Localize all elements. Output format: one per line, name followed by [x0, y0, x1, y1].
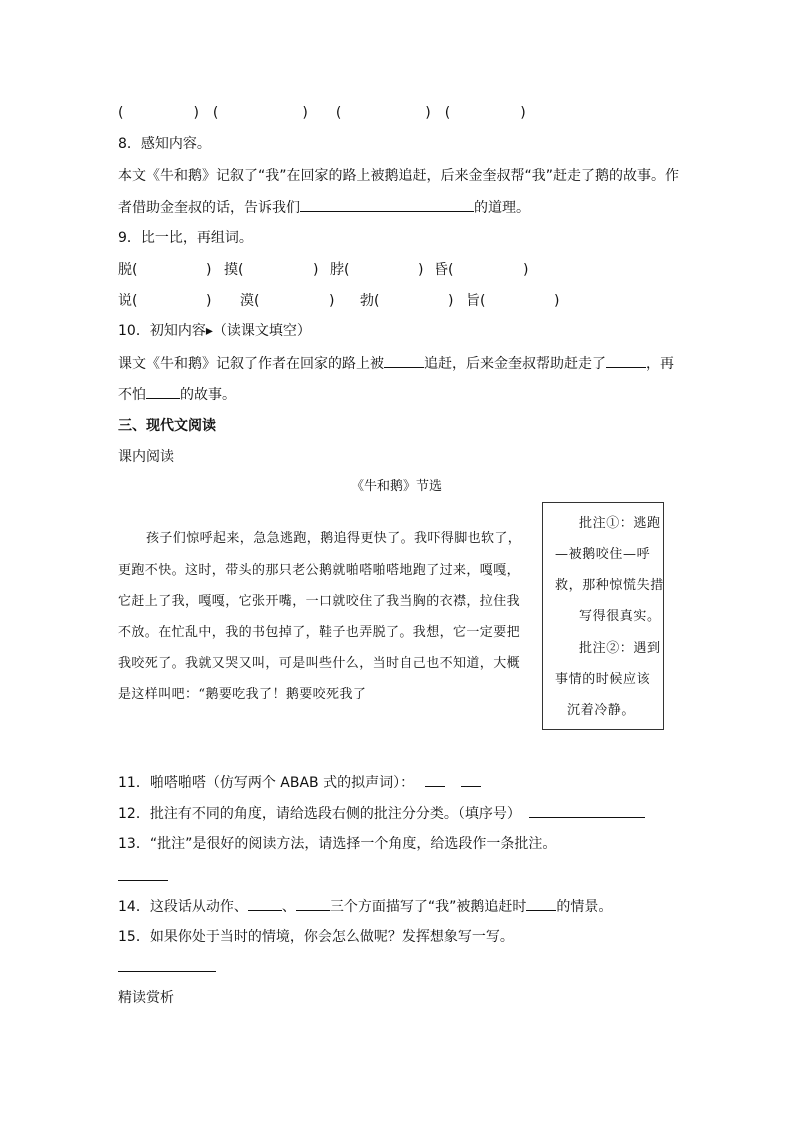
q8-title: 8．感知内容。 — [118, 136, 211, 152]
q9-r2-c1-close: ) — [206, 293, 212, 309]
section-heading: 三、现代文阅读 — [118, 418, 216, 434]
q8-line1: 本文《牛和鹅》记叙了“我”在回家的路上被鹅追赶，后来金奎叔帮“我”赶走了鹅的故事。作 — [118, 168, 680, 184]
annotation-line: 写得很真实。 — [579, 609, 661, 624]
q10-blank-2[interactable] — [606, 353, 646, 368]
q14-part-a: 14．这段话从动作、 — [118, 899, 248, 915]
q14-blank-2[interactable] — [296, 896, 330, 911]
q9-r2-c1-open: 说( — [118, 293, 138, 309]
passage-line: 孩子们惊呼起来，急急逃跑，鹅追得更快了。我吓得脚也软了， — [146, 531, 522, 546]
annotation-box — [542, 502, 664, 730]
q9-r1-c1-close: ) — [206, 262, 212, 278]
q10-title: 10．初知内容▸（读课文填空） — [118, 323, 311, 339]
q9-r1-c4-close: ) — [523, 262, 529, 278]
q11-blank-1[interactable] — [425, 772, 445, 787]
q9-r1-c2-close: ) — [313, 262, 319, 278]
q12-blank[interactable] — [529, 803, 645, 818]
q12-text: 12．批注有不同的角度，请给选段右侧的批注分分类。（填序号） — [118, 806, 521, 822]
q14-part-d: 的情景。 — [556, 899, 613, 915]
passage-line: 是这样叫吧：“鹅要吃我了！鹅要咬死我了 — [118, 687, 367, 702]
q10-blank-3[interactable] — [146, 384, 180, 399]
annotation-line: 事情的时候应该 — [555, 672, 651, 687]
q9-r1-c3-open: 脖( — [330, 262, 350, 278]
q14-blank-3[interactable] — [526, 896, 556, 911]
q9-r1-c2-open: 摸( — [224, 262, 244, 278]
section-subheading: 课内阅读 — [118, 449, 174, 465]
q9-title: 9．比一比，再组词。 — [118, 230, 253, 246]
annotation-line: 批注②：遇到 — [579, 641, 661, 656]
answer-paren-row: ( ) ( ) ( ) ( ) — [118, 105, 526, 121]
q14-part-b: 、 — [281, 899, 296, 915]
q10-line1-b: 追赶，后来金奎叔帮助赶走了 — [424, 356, 606, 372]
q10-line2-b: 的故事。 — [180, 387, 236, 403]
q10-line2 — [118, 384, 236, 405]
q8-blank[interactable] — [300, 197, 474, 212]
q8-line2 — [118, 197, 530, 218]
q9-r2-c3-close: ) — [448, 293, 454, 309]
annotation-line: —被鹅咬住—呼 — [555, 547, 651, 562]
q9-r1-c3-close: ) — [418, 262, 424, 278]
q11-blank-2[interactable] — [461, 772, 481, 787]
q10-line2-a: 不怕 — [118, 387, 146, 403]
q15-text: 15．如果你处于当时的情境，你会怎么做呢？发挥想象写一写。 — [118, 929, 514, 945]
q9-r2-c2-open: 漠( — [240, 293, 260, 309]
q10-line1-a: 课文《牛和鹅》记叙了作者在回家的路上被 — [118, 356, 384, 372]
q9-r1-c1-open: 脱( — [118, 262, 138, 278]
q9-r2-c4-close: ) — [554, 293, 560, 309]
q8-line2-after: 的道理。 — [474, 200, 530, 216]
passage-line: 它赶上了我，嘎嘎，它张开嘴，一口就咬住了我当胸的衣襟，拉住我 — [118, 594, 521, 609]
q14-part-c: 三个方面描写了“我”被鹅追赶时 — [329, 899, 527, 915]
q10-line1-c: ，再 — [646, 356, 674, 372]
q9-r2-c3-open: 勃( — [360, 293, 380, 309]
q11-line — [118, 772, 481, 793]
q12-line — [118, 803, 645, 824]
section-label-close-reading: 精读赏析 — [118, 990, 174, 1006]
q8-line2-before: 者借助金奎叔的话，告诉我们 — [118, 200, 300, 216]
q14-blank-1[interactable] — [248, 896, 282, 911]
q9-r2-c4-open: 旨( — [466, 293, 486, 309]
q14-line — [118, 896, 612, 917]
passage-line: 不放。在忙乱中，我的书包掉了，鞋子也弄脱了。我想，它一定要把 — [118, 625, 521, 640]
q10-blank-1[interactable] — [384, 353, 424, 368]
annotation-line: 批注①：逃跑 — [579, 516, 661, 531]
passage-line: 我咬死了。我就又哭又叫，可是叫些什么，当时自己也不知道，大概 — [118, 656, 521, 671]
passage-line: 更跑不快。这时，带头的那只老公鹅就啪嗒啪嗒地跑了过来，嘎嘎， — [118, 563, 521, 578]
q10-line1 — [118, 353, 674, 374]
q13-text: 13．“批注”是很好的阅读方法，请选择一个角度，给选段作一条批注。 — [118, 836, 557, 852]
q13-answer-line[interactable] — [118, 880, 168, 881]
q9-r2-c2-close: ) — [329, 293, 335, 309]
annotation-line: 救，那种惊慌失措 — [555, 578, 664, 593]
q9-r1-c4-open: 昏( — [434, 262, 454, 278]
q15-answer-line[interactable] — [118, 971, 216, 972]
passage-title: 《牛和鹅》节选 — [350, 479, 442, 494]
annotation-line: 沉着冷静。 — [567, 703, 636, 718]
q11-text: 11．啪嗒啪嗒（仿写两个 ABAB 式的拟声词）： — [118, 775, 415, 791]
